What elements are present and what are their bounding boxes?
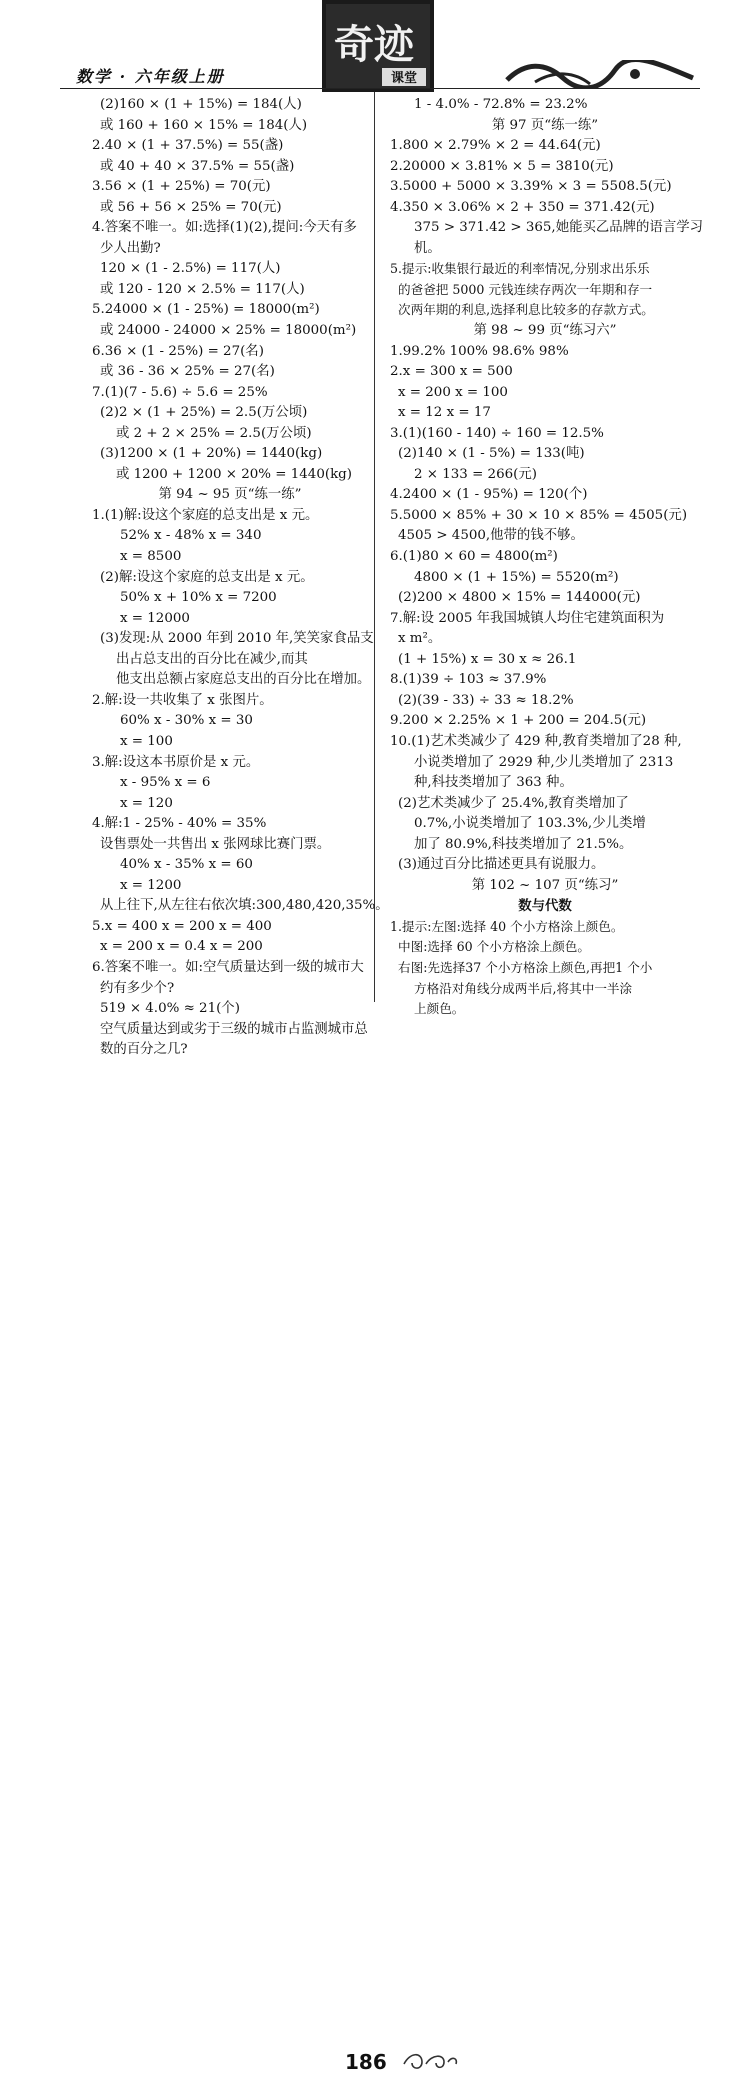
- answer-line: 1.99.2% 100% 98.6% 98%: [390, 343, 569, 359]
- brand-logo: [322, 0, 434, 92]
- answer-line: 8.(1)39 ÷ 103 ≈ 37.9%: [390, 672, 547, 688]
- answer-line: 2.解:设一共收集了 x 张图片。: [92, 692, 273, 708]
- answer-line: 数的百分之几?: [100, 1042, 188, 1058]
- answer-line: 4505 > 4500,他带的钱不够。: [398, 528, 584, 544]
- answer-line: 5.24000 × (1 - 25%) = 18000(m²): [92, 302, 320, 318]
- answer-line: (2)140 × (1 - 5%) = 133(吨): [398, 446, 585, 462]
- answer-line: x m²。: [398, 631, 442, 647]
- answer-line: 或 24000 - 24000 × 25% = 18000(m²): [100, 323, 357, 339]
- answer-line: 第 102 ~ 107 页“练习”: [471, 877, 619, 893]
- answer-line: 种,科技类增加了 363 种。: [414, 775, 573, 791]
- answer-line: x = 200 x = 0.4 x = 200: [100, 939, 263, 955]
- answer-line: 出占总支出的百分比在减少,而其: [116, 651, 308, 667]
- answer-line: (3)1200 × (1 + 20%) = 1440(kg): [100, 446, 323, 462]
- right-column: [390, 95, 703, 1020]
- answer-line: 4.答案不唯一。如:选择(1)(2),提问:今天有多: [92, 220, 357, 236]
- answer-line: 空气质量达到或劣于三级的城市占监测城市总: [100, 1021, 368, 1037]
- answer-line: (2)艺术类减少了 25.4%,教育类增加了: [398, 795, 629, 811]
- answer-line: 10.(1)艺术类减少了 429 种,教育类增加了28 种,: [390, 733, 682, 749]
- answer-line: 120 × (1 - 2.5%) = 117(人): [100, 261, 281, 277]
- answer-line: 2.40 × (1 + 37.5%) = 55(盏): [92, 138, 284, 154]
- page-header: [0, 0, 750, 92]
- answer-line: (1 + 15%) x = 30 x ≈ 26.1: [398, 651, 577, 667]
- left-column: [92, 95, 389, 1061]
- column-divider: [374, 92, 375, 1002]
- answer-line: 第 98 ~ 99 页“练习六”: [473, 323, 617, 339]
- answer-line: 7.解:设 2005 年我国城镇人均住宅建筑面积为: [390, 610, 665, 626]
- answer-line: 7.(1)(7 - 5.6) ÷ 5.6 = 25%: [92, 384, 268, 400]
- answer-line: (2)160 × (1 + 15%) = 184(人): [100, 97, 302, 112]
- answer-line: x - 95% x = 6: [120, 775, 211, 791]
- answer-line: (2)200 × 4800 × 15% = 144000(元): [398, 590, 641, 606]
- answer-line: 3.5000 + 5000 × 3.39% × 3 = 5508.5(元): [390, 179, 672, 195]
- answer-line: 5.提示:收集银行最近的利率情况,分别求出乐乐: [390, 261, 650, 277]
- answer-line: 3.56 × (1 + 25%) = 70(元): [92, 179, 271, 195]
- answer-line: 5.5000 × 85% + 30 × 10 × 85% = 4505(元): [390, 507, 688, 523]
- page-footer: [0, 1020, 750, 2074]
- answer-line: 从上往下,从左往右依次填:300,480,420,35%。: [100, 898, 389, 914]
- answer-line: 他支出总额占家庭总支出的百分比在增加。: [116, 672, 371, 688]
- answer-line: 6.(1)80 × 60 = 4800(m²): [390, 549, 558, 565]
- answer-line: 6.36 × (1 - 25%) = 27(名): [92, 343, 264, 359]
- answer-line: 375 > 371.42 > 365,她能买乙品牌的语言学习: [414, 220, 703, 236]
- answer-line: 机。: [414, 240, 441, 256]
- answer-line: 少人出勤?: [100, 240, 161, 256]
- answer-line: 的爸爸把 5000 元钱连续存两次一年期和存一: [398, 281, 653, 297]
- answer-line: x = 100: [120, 733, 173, 749]
- answer-line: 或 120 - 120 × 2.5% = 117(人): [100, 281, 305, 297]
- answer-line: 2.x = 300 x = 500: [390, 364, 513, 380]
- answer-line: x = 1200: [120, 877, 182, 893]
- answer-line: 上颜色。: [414, 1001, 465, 1017]
- answer-line: 4.2400 × (1 - 95%) = 120(个): [390, 487, 588, 503]
- answer-line: 60% x - 30% x = 30: [120, 713, 253, 729]
- answer-line: 6.答案不唯一。如:空气质量达到一级的城市大: [92, 959, 364, 975]
- answer-line: 或 56 + 56 × 25% = 70(元): [100, 199, 282, 215]
- answer-line: 4.350 × 3.06% × 2 + 350 = 371.42(元): [390, 199, 655, 215]
- answer-line: 方格沿对角线分成两半后,将其中一半涂: [414, 980, 633, 996]
- answer-line: x = 12000: [120, 610, 190, 626]
- book-subject-title: 数学 · 六年级上册: [76, 67, 225, 86]
- answer-line: 3.(1)(160 - 140) ÷ 160 = 12.5%: [390, 425, 604, 441]
- answer-line: (2)(39 - 33) ÷ 33 ≈ 18.2%: [398, 692, 574, 708]
- answer-line: 或 40 + 40 × 37.5% = 55(盏): [100, 158, 295, 174]
- answer-line: 设售票处一共售出 x 张网球比赛门票。: [100, 836, 331, 852]
- answer-line: (3)发现:从 2000 年到 2010 年,笑笑家食品支: [100, 631, 374, 647]
- answer-line: 或 1200 + 1200 × 20% = 1440(kg): [116, 466, 352, 482]
- answer-line: 5.x = 400 x = 200 x = 400: [92, 918, 272, 934]
- answer-line: (2)2 × (1 + 25%) = 2.5(万公顷): [100, 405, 308, 421]
- answer-line: 0.7%,小说类增加了 103.3%,少儿类增: [414, 816, 646, 832]
- answer-line: 第 94 ~ 95 页“练一练”: [158, 487, 302, 503]
- answer-line: 4800 × (1 + 15%) = 5520(m²): [414, 569, 619, 585]
- answer-line: 2.20000 × 3.81% × 5 = 3810(元): [390, 158, 614, 174]
- answer-line: 或 160 + 160 × 15% = 184(人): [100, 117, 308, 133]
- logo-text-sub: 课堂: [390, 71, 418, 86]
- header-rule: [60, 88, 700, 89]
- answer-line: 52% x - 48% x = 340: [120, 528, 262, 544]
- answer-line: 约有多少个?: [100, 980, 175, 996]
- answer-line: 3.解:设这本书原价是 x 元。: [92, 754, 260, 770]
- answer-line: (2)解:设这个家庭的总支出是 x 元。: [100, 569, 314, 585]
- answer-line: 4.解:1 - 25% - 40% = 35%: [92, 816, 267, 832]
- answer-line: x = 200 x = 100: [398, 384, 508, 400]
- answer-line: 50% x + 10% x = 7200: [120, 590, 277, 606]
- answer-line: 或 36 - 36 × 25% = 27(名): [100, 364, 275, 380]
- answer-line: 9.200 × 2.25% × 1 + 200 = 204.5(元): [390, 713, 647, 729]
- answer-line: 1.(1)解:设这个家庭的总支出是 x 元。: [92, 507, 319, 523]
- page-number: 186: [345, 2050, 387, 2074]
- answer-line: (3)通过百分比描述更具有说服力。: [398, 857, 605, 873]
- answer-line: 加了 80.9%,科技类增加了 21.5%。: [414, 836, 633, 852]
- answer-line: 519 × 4.0% ≈ 21(个): [100, 1001, 240, 1017]
- answer-line: 1.提示:左图:选择 40 个小方格涂上颜色。: [390, 918, 624, 934]
- answer-line: x = 8500: [120, 549, 182, 565]
- swirl-ornament-icon: [400, 2050, 460, 2072]
- answer-line: 第 97 页“练一练”: [491, 117, 599, 133]
- answer-line: 中图:选择 60 个小方格涂上颜色。: [398, 939, 590, 955]
- header-ornament-icon: [505, 60, 695, 88]
- answer-line: 右图:先选择37 个小方格涂上颜色,再把1 个小: [398, 959, 653, 975]
- answer-line: x = 120: [120, 795, 173, 811]
- answer-line: 40% x - 35% x = 60: [120, 857, 253, 873]
- answer-line: x = 12 x = 17: [398, 405, 491, 421]
- answer-line: 次两年期的利息,选择利息比较多的存款方式。: [398, 302, 654, 318]
- answer-line: 1.800 × 2.79% × 2 = 44.64(元): [390, 138, 601, 154]
- answer-line: 小说类增加了 2929 种,少儿类增加了 2313: [414, 754, 674, 770]
- logo-text-main: 奇迹: [334, 21, 414, 68]
- answer-line: 数与代数: [518, 898, 572, 915]
- answer-line: 或 2 + 2 × 25% = 2.5(万公顷): [116, 425, 312, 441]
- answer-line: 2 × 133 = 266(元): [414, 466, 537, 482]
- answer-line: 1 - 4.0% - 72.8% = 23.2%: [414, 97, 588, 112]
